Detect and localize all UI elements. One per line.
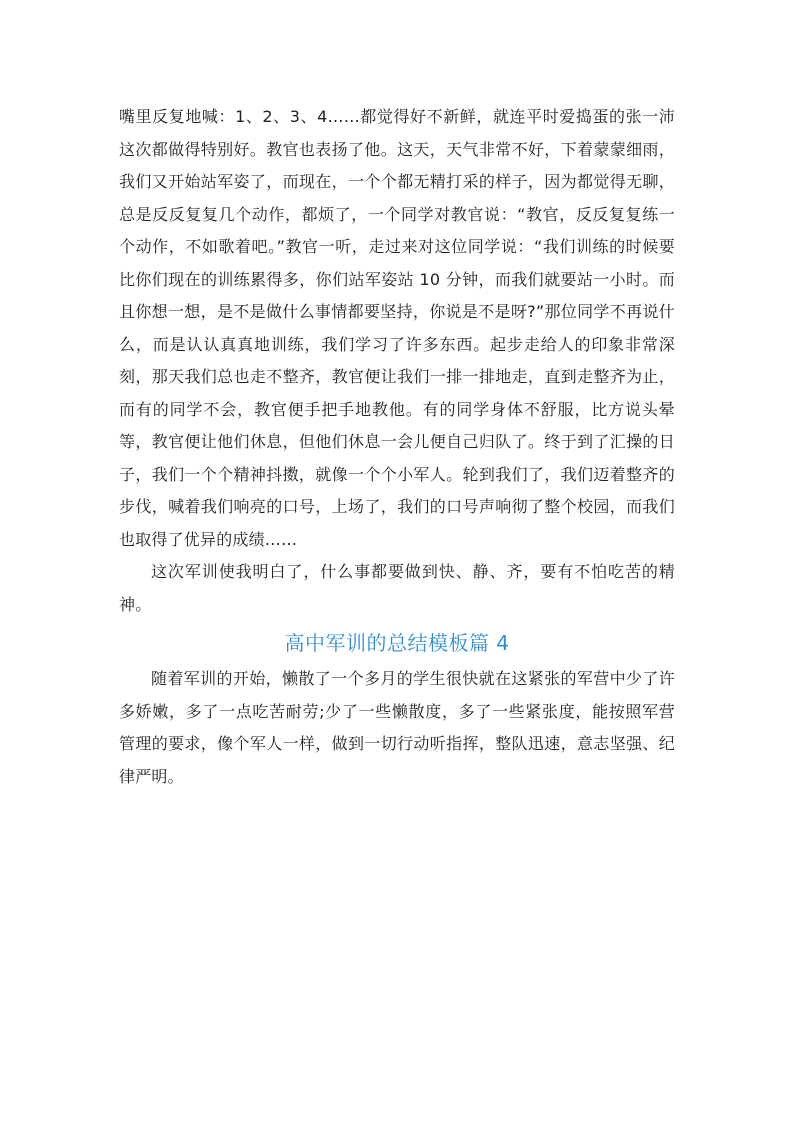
paragraph-3: 随着军训的开始，懒散了一个多月的学生很快就在这紧张的军营中少了许多娇嫩，多了一点吃苦耐劳;少了一些懒散度，多了一些紧张度，能按照军营管理的要求，像个军人一样，做到一切行动听指挥，整队迅速，意志坚强、纪律严明。: [119, 669, 675, 786]
paragraph-1: 嘴里反复地喊：1、2、3、4……都觉得好不新鲜，就连平时爱捣蛋的张一沛这次都做得特别好。教官也表扬了他。这天，天气非常不好，下着蒙蒙细雨，我们又开始站军姿了，而现在，一个个都无精打采的样子，因为都觉得无聊，总是反反复复几个动作，都烦了，一个同学对教官说：“教官，反反复复练一个动作，不如歌着吧。”教官一听，走过来对这位同学说：“我们训练的时候要比你们现在的训练累得多，你们站军姿站 10 分钟，而我们就要站一小时。而且你想一想，是不是做什么事情都要坚持，你说是不是呀?”那位同学不再说什么，而是认认真真地训练，我们学习了许多东西。起步走给人的印象非常深刻，那天我们总也走不整齐，教官便让我们一排一排地走，直到走整齐为止，而有的同学不会，教官便手把手地教他。有的同学身体不舒服，比方说头晕等，教官便让他们休息，但他们休息一会儿便自己归队了。终于到了汇操的日子，我们一个个精神抖擞，就像一个个小军人。轮到我们了，我们迈着整齐的步伐，喊着我们响亮的口号，上场了，我们的口号声响彻了整个校园，而我们也取得了优异的成绩……: [119, 107, 675, 549]
paragraph-2: 这次军训使我明白了，什么事都要做到快、静、齐，要有不怕吃苦的精神。: [119, 562, 675, 614]
section-heading: 高中军训的总结模板篇 4: [284, 631, 510, 655]
document-body: [119, 101, 675, 793]
